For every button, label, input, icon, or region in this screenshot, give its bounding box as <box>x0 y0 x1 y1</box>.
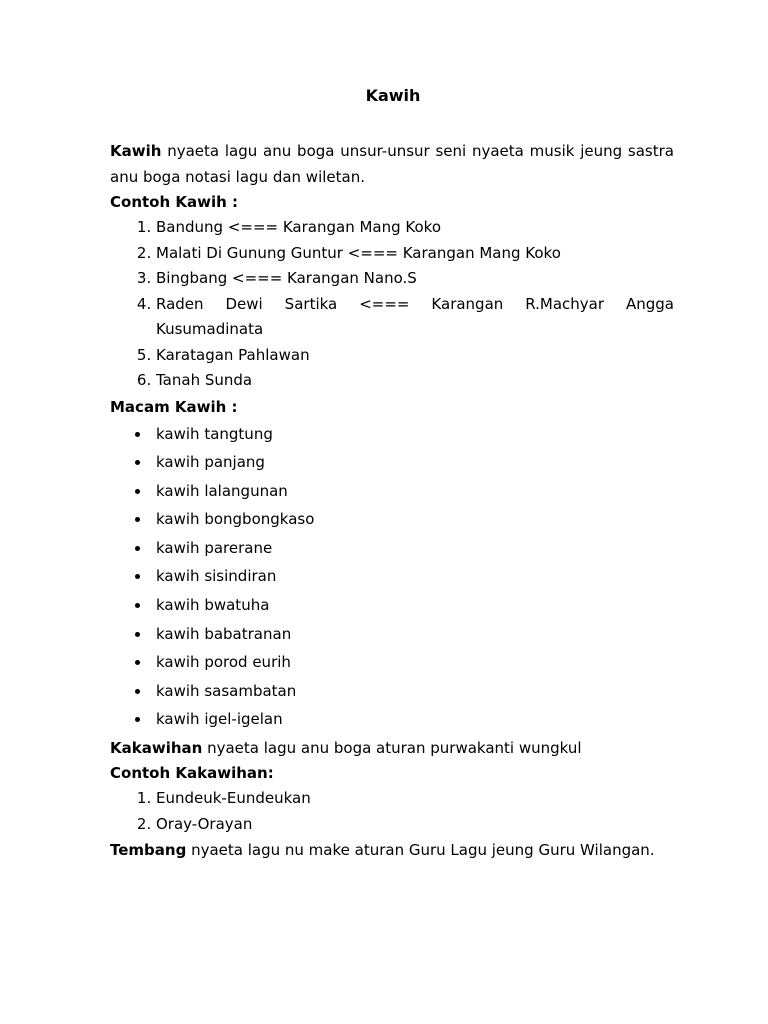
list-item-text: kawih sasambatan <box>156 681 297 700</box>
bullet-icon <box>135 460 140 465</box>
macam-kawih-list <box>110 420 674 735</box>
list-item <box>156 420 674 449</box>
list-item-text: kawih panjang <box>156 453 265 472</box>
list-item-text: kawih bongbongkaso <box>156 510 315 529</box>
bullet-icon <box>135 574 140 579</box>
kawih-definition-text: nyaeta lagu anu boga unsur-unsur seni nyaeta musik jeung sastra anu boga notasi lagu dan wiletan. <box>110 142 674 186</box>
bullet-icon <box>135 603 140 608</box>
contoh-kakawihan-list <box>110 786 674 837</box>
list-item-text: kawih bwatuha <box>156 596 270 615</box>
bullet-icon <box>135 546 140 551</box>
list-item-text: kawih babatranan <box>156 624 292 643</box>
list-item: 2. Oray-Orayan <box>156 812 674 838</box>
list-item-text: kawih lalangunan <box>156 481 288 500</box>
list-item-text: kawih igel-igelan <box>156 710 283 729</box>
list-item-text: kawih sisindiran <box>156 567 277 586</box>
tembang-term: Tembang <box>110 841 187 860</box>
list-item: 3. Bingbang <=== Karangan Nano.S <box>156 266 674 292</box>
macam-kawih-label: Macam Kawih : <box>110 397 238 416</box>
bullet-icon <box>135 689 140 694</box>
kakawihan-definition-text: nyaeta lagu anu boga aturan purwakanti wungkul <box>202 739 582 758</box>
tembang-definition-text: nyaeta lagu nu make aturan Guru Lagu jeung Guru Wilangan. <box>186 841 655 860</box>
list-item-text: kawih parerane <box>156 538 273 557</box>
list-item <box>156 505 674 534</box>
document-body <box>110 138 674 863</box>
list-item-line: Kusumadinata <box>156 320 264 338</box>
kakawihan-definition <box>110 735 674 761</box>
list-item <box>156 705 674 734</box>
list-item <box>156 620 674 649</box>
list-item <box>156 677 674 706</box>
list-item <box>156 534 674 563</box>
bullet-icon <box>135 660 140 665</box>
list-item: 5. Karatagan Pahlawan <box>156 343 674 369</box>
contoh-kawih-list <box>110 215 674 394</box>
contoh-kakawihan-label: Contoh Kakawihan: <box>110 764 274 783</box>
list-item: 6. Tanah Sunda <box>156 368 674 394</box>
list-item: 1. Eundeuk-Eundeukan <box>156 786 674 812</box>
list-item: 1. Bandung <=== Karangan Mang Koko <box>156 215 674 241</box>
list-item <box>156 292 674 343</box>
list-item: 2. Malati Di Gunung Guntur <=== Karangan Mang Koko <box>156 241 674 267</box>
bullet-icon <box>135 489 140 494</box>
bullet-icon <box>135 432 140 437</box>
list-item-line: 4. Raden Dewi Sartika <=== Karangan R.Machyar Angga <box>156 294 674 313</box>
list-item <box>156 448 674 477</box>
list-item <box>156 648 674 677</box>
kawih-term: Kawih <box>110 142 162 160</box>
tembang-definition <box>110 837 674 863</box>
list-item <box>156 477 674 506</box>
list-item <box>156 591 674 620</box>
document-title: Kawih <box>365 86 421 105</box>
bullet-icon <box>135 517 140 522</box>
list-item-text: kawih tangtung <box>156 424 273 443</box>
list-item-text: kawih porod eurih <box>156 653 291 672</box>
bullet-icon <box>135 632 140 637</box>
kawih-definition <box>110 138 674 190</box>
bullet-icon <box>135 717 140 722</box>
list-item <box>156 562 674 591</box>
kakawihan-term: Kakawihan <box>110 739 203 758</box>
contoh-kawih-label: Contoh Kawih : <box>110 193 239 211</box>
